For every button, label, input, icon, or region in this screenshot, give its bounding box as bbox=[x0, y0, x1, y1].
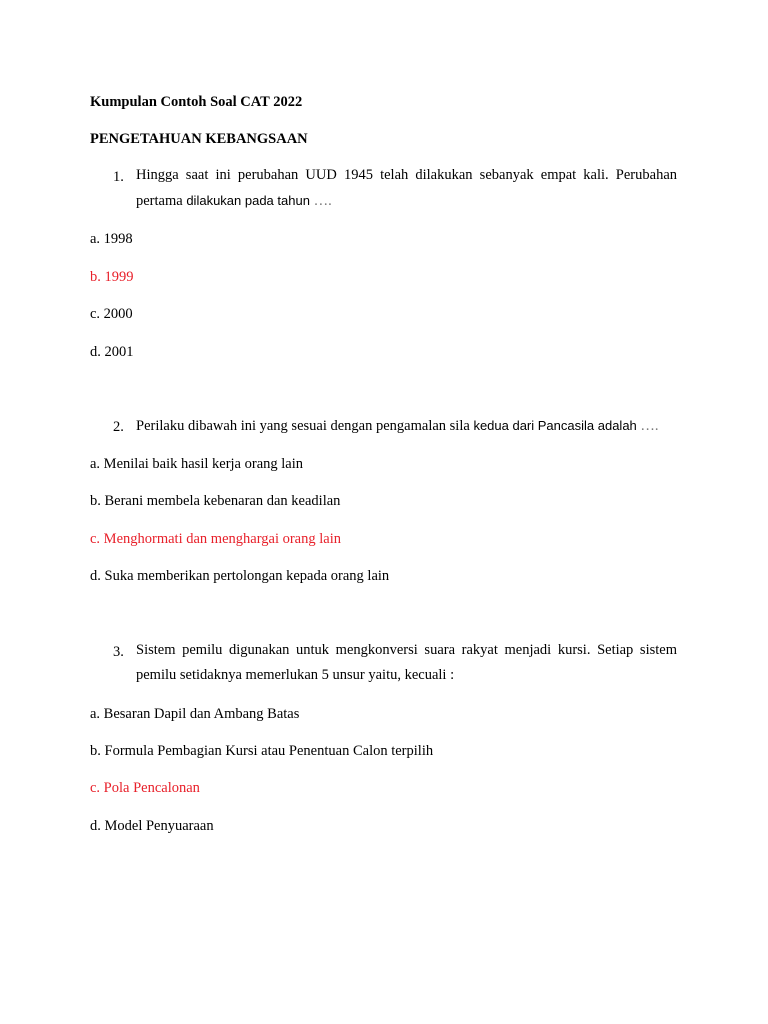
question-2-option-b: b. Berani membela kebenaran dan keadilan bbox=[90, 493, 341, 509]
question-3-number: 3. bbox=[113, 644, 124, 660]
question-2-option-d: d. Suka memberikan pertolongan kepada orang lain bbox=[90, 568, 390, 584]
question-3-text bbox=[136, 638, 677, 688]
question-1-text bbox=[136, 163, 677, 214]
question-2-text-main: Perilaku dibawah ini yang sesuai dengan pengamalan sila bbox=[136, 418, 470, 434]
question-2-option-c: c. Menghormati dan menghargai orang lain bbox=[90, 531, 341, 547]
question-1-option-c: c. 2000 bbox=[90, 306, 133, 322]
question-1-dots: …. bbox=[313, 193, 332, 209]
question-3-option-b: b. Formula Pembagian Kursi atau Penentuan Calon terpilih bbox=[90, 743, 434, 759]
question-1-option-d: d. 2001 bbox=[90, 344, 134, 360]
question-1-number: 1. bbox=[113, 169, 124, 185]
question-3-option-c: c. Pola Pencalonan bbox=[90, 780, 200, 796]
document-title: Kumpulan Contoh Soal CAT 2022 bbox=[90, 94, 303, 110]
question-1-text-main: Hingga saat ini perubahan UUD 1945 telah dilakukan sebanyak empat kali. Perubahan pertama bbox=[136, 167, 677, 209]
question-2-text bbox=[136, 413, 677, 439]
section-title: PENGETAHUAN KEBANGSAAN bbox=[90, 131, 308, 147]
question-3-option-d: d. Model Penyuaraan bbox=[90, 818, 214, 834]
question-1-option-b: b. 1999 bbox=[90, 269, 134, 285]
question-3-option-a: a. Besaran Dapil dan Ambang Batas bbox=[90, 706, 300, 722]
question-3-text-main: Sistem pemilu digunakan untuk mengkonversi suara rakyat menjadi kursi. Setiap sistem pemilu bbox=[136, 642, 677, 683]
question-1-text-tail: dilakukan pada tahun bbox=[186, 193, 310, 208]
question-2-number: 2. bbox=[113, 419, 124, 435]
question-1-option-a: a. 1998 bbox=[90, 231, 133, 247]
question-3-text-line2: setidaknya memerlukan 5 unsur yaitu, kecuali : bbox=[179, 667, 455, 683]
question-2-option-a: a. Menilai baik hasil kerja orang lain bbox=[90, 456, 303, 472]
question-2-dots: …. bbox=[640, 418, 659, 434]
question-2-text-tail: kedua dari Pancasila adalah bbox=[473, 418, 637, 433]
